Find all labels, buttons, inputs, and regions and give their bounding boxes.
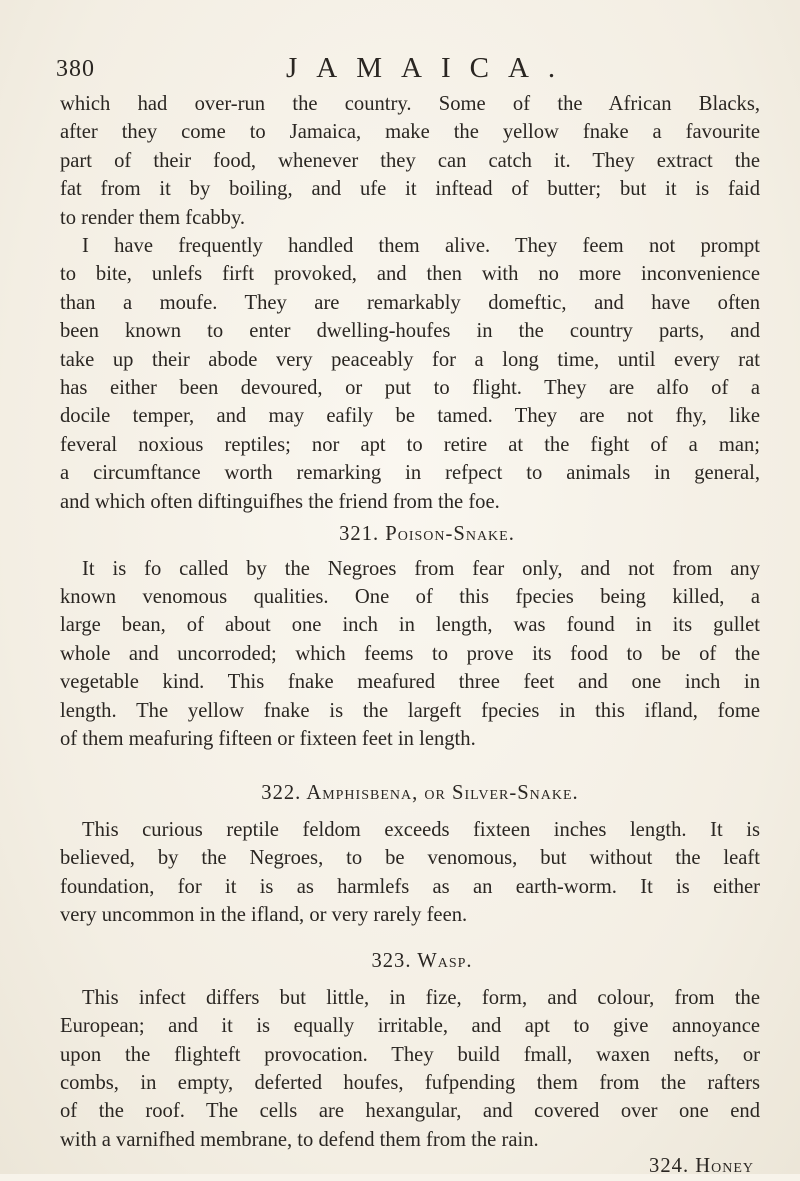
page-header bbox=[56, 50, 740, 90]
text-line: than a moufe. They are remarkably domeftic, and have often bbox=[60, 291, 760, 314]
text-line: combs, in empty, deferted houfes, fufpending them from the rafters bbox=[60, 1072, 760, 1094]
text-line: which had over-run the country. Some of the African Blacks, bbox=[60, 93, 760, 115]
paragraph bbox=[60, 90, 760, 232]
running-title: JAMAICA. bbox=[286, 52, 575, 84]
text-line: part of their food, whenever they can catch it. They extract the bbox=[60, 149, 760, 172]
section-heading: 322. Amphisbena, or Silver-Snake. bbox=[261, 782, 579, 805]
text-line: to render them fcabby. bbox=[60, 206, 246, 229]
text-line: It is fo called by the Negroes from fear only, and not from any bbox=[82, 557, 760, 580]
text-line: docile temper, and may eafily be tamed. They are not fhy, like bbox=[60, 405, 760, 428]
text-line: fat from it by boiling, and ufe it inftead of butter; but it is faid bbox=[60, 178, 760, 201]
text-line: known venomous qualities. One of this fpecies being killed, a bbox=[60, 585, 760, 608]
text-line: vegetable kind. This fnake meafured three feet and one inch in bbox=[60, 671, 760, 694]
text-line: large bean, of about one inch in length, was found in its gullet bbox=[60, 614, 760, 637]
text-line: been known to enter dwelling-houfes in the country parts, and bbox=[60, 320, 760, 343]
text-line: upon the flighteft provocation. They build fmall, waxen nefts, or bbox=[60, 1043, 760, 1066]
page-number: 380 bbox=[56, 56, 95, 82]
section-heading: 323. Wasp. bbox=[371, 950, 473, 973]
text-line: length. The yellow fnake is the largeft fpecies in this ifland, fome bbox=[60, 699, 760, 722]
paragraph bbox=[60, 232, 760, 516]
text-line: of the roof. The cells are hexangular, and covered over one end bbox=[60, 1100, 760, 1123]
text-line: to bite, unlefs firft provoked, and then with no more inconvenience bbox=[60, 263, 760, 286]
text-line: very uncommon in the ifland, or very rarely feen. bbox=[60, 903, 468, 926]
text-line: foundation, for it is as harmlefs as an earth-worm. It is either bbox=[60, 875, 760, 898]
text-line: after they come to Jamaica, make the yellow fnake a favourite bbox=[60, 121, 760, 144]
text-line: This infect differs but little, in fize, form, and colour, from the bbox=[82, 986, 760, 1009]
text-line: and which often diftinguifhes the friend from the foe. bbox=[60, 490, 500, 513]
text-line: with a varnifhed membrane, to defend them from the rain. bbox=[60, 1128, 539, 1151]
text-line: European; and it is equally irritable, and apt to give annoyance bbox=[60, 1015, 760, 1038]
text-line: feveral noxious reptiles; nor apt to retire at the fight of a man; bbox=[60, 433, 760, 456]
text-line: This curious reptile feldom exceeds fixteen inches length. It is bbox=[82, 818, 760, 841]
text-line: of them meafuring fifteen or fixteen feet in length. bbox=[60, 727, 476, 750]
section-body bbox=[60, 816, 760, 930]
section-body bbox=[60, 984, 760, 1154]
section-heading: 321. Poison-Snake. bbox=[339, 523, 515, 546]
text-line: a circumftance worth remarking in refpect to animals in general, bbox=[60, 462, 760, 485]
text-line: believed, by the Negroes, to be venomous, but without the leaft bbox=[60, 847, 760, 870]
text-line: has either been devoured, or put to flight. They are alfo of a bbox=[60, 377, 760, 400]
catchword: 324. Honey bbox=[649, 1155, 754, 1178]
text-line: take up their abode very peaceably for a long time, until every rat bbox=[60, 348, 760, 371]
text-line: I have frequently handled them alive. They feem not prompt bbox=[82, 235, 760, 258]
text-line: whole and uncorroded; which feems to prove its food to be of the bbox=[60, 642, 760, 665]
section-body bbox=[60, 555, 760, 754]
body-text bbox=[60, 90, 760, 1181]
